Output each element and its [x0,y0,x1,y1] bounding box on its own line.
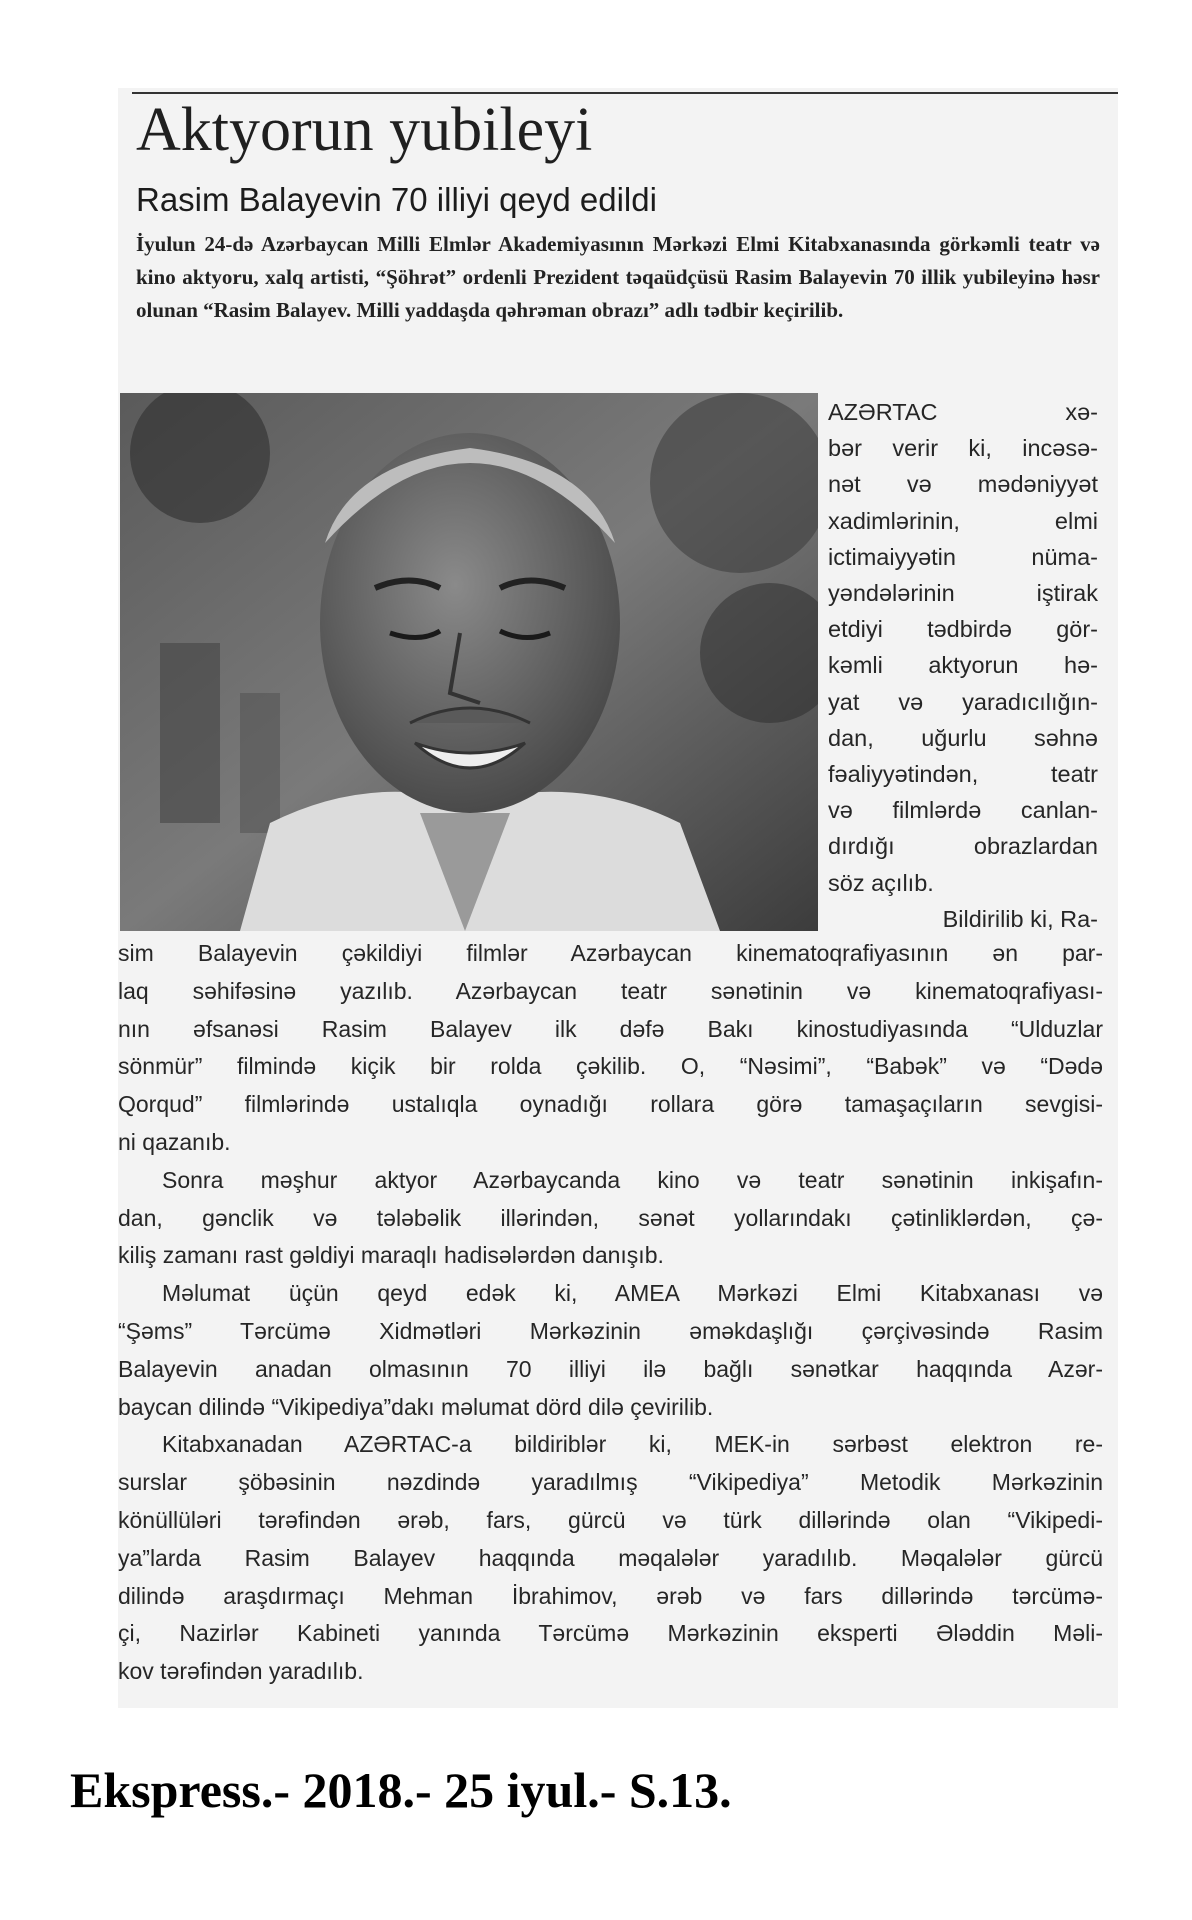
body-line: çi, Nazirlər Kabineti yanında Tərcümə Mərkəzinin eksperti Ələddin Məli- [118,1620,1103,1647]
side-line: AZƏRTAC xə- [828,399,1098,425]
body-line: Sonra məşhur aktyor Azərbaycanda kino və teatr sənətinin inkişafın- [162,1166,1103,1193]
body-line: Kitabxanadan AZƏRTAC-a bildiriblər ki, MEK-in sərbəst elektron re- [162,1431,1103,1458]
headline: Aktyorun yubileyi [136,96,593,164]
lead-paragraph: İyulun 24-də Azərbaycan Milli Elmlər Akademiyasının Mərkəzi Elmi Kitabxanasında görkəmli teatr və kino aktyoru, xalq artisti, “Şöhrət” ordenli Prezident təqaüdçüsü Rasim Balayevin 70 illik yubileyinə həsr olunan “Rasim Balayev. Milli yaddaşda qəhrəman obrazı” adlı tədbir keçirilib. [136,232,1100,322]
body-line: kiliş zamanı rast gəldiyi maraqlı hadisələrdən danışıb. [118,1242,664,1269]
side-line: yat və yaradıcılığın- [828,688,1098,715]
side-line: Bildirilib ki, Ra- [942,905,1098,932]
side-line: söz açılıb. [828,869,934,896]
body-line: dan, gənclik və tələbəlik illərindən, sənət yollarındakı çətinliklərdən, çə- [118,1204,1103,1231]
body-line: baycan dilində “Vikipediya”dakı məlumat dörd dilə çevirilib. [118,1393,714,1420]
actor-photo [120,393,818,931]
body-line: ya”larda Rasim Balayev haqqında məqalələr yaradılıb. Məqalələr gürcü [118,1544,1103,1571]
body-line: dilində araşdırmaçı Mehman İbrahimov, ərəb və fars dillərində tərcümə- [118,1582,1103,1609]
body-line: Məlumat üçün qeyd edək ki, AMEA Mərkəzi Elmi Kitabxanası və [162,1280,1103,1307]
side-line: fəaliyyətindən, teatr [828,761,1098,788]
body-text [118,935,1103,1691]
side-line: və filmlərdə canlan- [828,797,1098,824]
side-line: dırdığı obrazlardan [828,833,1098,860]
body-line: “Şəms” Tərcümə Xidmətləri Mərkəzinin əməkdaşlığı çərçivəsində Rasim [118,1317,1103,1344]
body-line: sönmür” filmində kiçik bir rolda çəkilib. O, “Nəsimi”, “Babək” və “Dədə [118,1053,1103,1080]
side-line: ictimaiyyətin nüma- [828,543,1098,570]
source-citation: Ekspress.- 2018.- 25 iyul.- S.13. [70,1762,732,1818]
body-line: laq səhifəsinə yazılıb. Azərbaycan teatr sənətinin və kinematoqrafiyası- [118,977,1103,1004]
side-line: xadimlərinin, elmi [828,507,1098,534]
newspaper-clipping [118,88,1118,1708]
body-line: ni qazanıb. [118,1128,231,1155]
body-line: kov tərəfindən yaradılıb. [118,1658,364,1685]
body-line: surslar şöbəsinin nəzdində yaradılmış “Vikipediya” Metodik Mərkəzinin [118,1469,1103,1496]
body-line: könüllüləri tərəfindən ərəb, fars, gürcü və türk dillərində olan “Vikipedi- [118,1506,1103,1533]
side-line: kəmli aktyorun hə- [828,652,1098,679]
side-line: dan, uğurlu səhnə [828,724,1098,751]
body-line: Qorqud” filmlərində ustalıqla oynadığı rollara görə tamaşaçıların sevgisi- [118,1091,1103,1118]
side-line: bər verir ki, incəsə- [828,435,1098,462]
subheadline: Rasim Balayevin 70 illiyi qeyd edildi [136,181,657,218]
side-column [828,394,1098,937]
body-line: Balayevin anadan olmasının 70 illiyi ilə bağlı sənətkar haqqında Azər- [118,1355,1103,1382]
side-line: nət və mədəniyyət [828,471,1098,498]
body-line: nın əfsanəsi Rasim Balayev ilk dəfə Bakı kinostudiyasında “Ulduzlar [118,1015,1103,1042]
body-line: sim Balayevin çəkildiyi filmlər Azərbaycan kinematoqrafiyasının ən par- [118,940,1103,966]
side-line: etdiyi tədbirdə gör- [828,616,1098,643]
side-line: yəndələrinin iştirak [828,580,1098,607]
